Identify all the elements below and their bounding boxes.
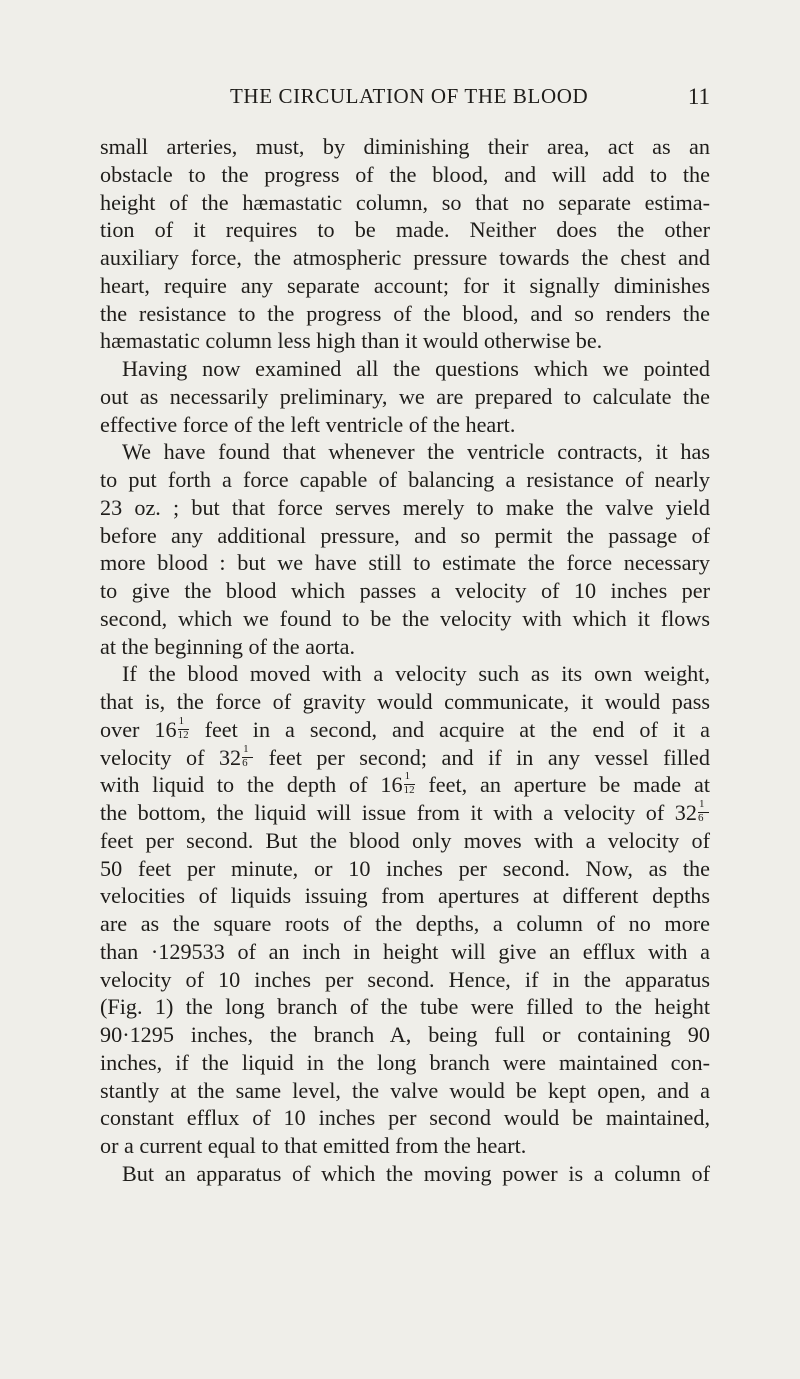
text-line: Having now examined all the questions which we pointed bbox=[122, 356, 710, 381]
fraction-denominator: 6 bbox=[698, 812, 704, 824]
line-text: with liquid to the depth of 16 bbox=[100, 772, 403, 798]
text-line: more blood : but we have still to estimate the force necessary bbox=[100, 550, 710, 576]
text-line: 90·1295 inches, the branch A, being full or containing 90 bbox=[100, 1022, 710, 1047]
text-line: small arteries, must, by diminishing their area, act as an bbox=[100, 134, 710, 159]
text-line: second, which we found to be the velocity with which it flows bbox=[100, 605, 710, 631]
fraction bbox=[403, 770, 416, 797]
line-text: the bottom, the liquid will issue from it with a velocity of 32 bbox=[100, 800, 697, 825]
text-line: 23 oz. ; but that force serves merely to make the valve yield bbox=[100, 494, 710, 520]
running-title: THE CIRCULATION OF THE BLOOD bbox=[230, 84, 589, 108]
text-line: effective force of the left ventricle of the heart. bbox=[100, 411, 516, 437]
fraction-denominator: 6 bbox=[242, 756, 248, 769]
text-line: If the blood moved with a velocity such as its own weight, bbox=[122, 661, 710, 687]
page-number: 11 bbox=[687, 84, 710, 109]
text-line: constant efflux of 10 inches per second would be maintained, bbox=[100, 1105, 710, 1131]
text-line: velocity of 10 inches per second. Hence, if in the apparatus bbox=[100, 966, 710, 992]
fraction bbox=[177, 714, 190, 741]
text-line-fraction bbox=[100, 771, 710, 799]
text-line: feet per second. But the blood only moves with a velocity of bbox=[100, 827, 710, 853]
text-line-fraction bbox=[100, 744, 710, 772]
text-line: We have found that whenever the ventricle contracts, it has bbox=[122, 439, 710, 465]
text-line: (Fig. 1) the long branch of the tube were filled to the height bbox=[100, 994, 710, 1020]
fraction-numerator: 1 bbox=[404, 770, 411, 783]
fraction-denominator: 12 bbox=[403, 784, 415, 797]
fraction-numerator: 1 bbox=[699, 798, 705, 810]
text-line-fraction bbox=[100, 716, 710, 744]
running-head bbox=[100, 84, 710, 112]
text-line: inches, if the liquid in the long branch were maintained con- bbox=[100, 1049, 710, 1075]
fraction-numerator: 1 bbox=[178, 714, 185, 727]
text-line: height of the hæmastatic column, so that no separate estima- bbox=[100, 189, 710, 215]
text-line: at the beginning of the aorta. bbox=[100, 633, 356, 659]
line-text: velocity of 32 bbox=[100, 744, 242, 770]
fraction-denominator: 12 bbox=[177, 728, 189, 741]
line-text: feet per second; and if in any vessel filled bbox=[254, 744, 710, 770]
text-line: to give the blood which passes a velocity of 10 inches per bbox=[100, 578, 710, 603]
text-line: velocities of liquids issuing from apertures at different depths bbox=[100, 883, 710, 909]
text-line: are as the square roots of the depths, a column of no more bbox=[100, 911, 710, 936]
text-line: tion of it requires to be made. Neither does the other bbox=[100, 217, 710, 243]
text-line-fraction bbox=[100, 799, 710, 827]
text-line: hæmastatic column less high than it would otherwise be. bbox=[100, 328, 603, 354]
text-line: 50 feet per minute, or 10 inches per second. Now, as the bbox=[100, 855, 710, 881]
text-line: auxiliary force, the atmospheric pressure towards the chest and bbox=[100, 245, 710, 270]
text-line: the resistance to the progress of the blood, and so renders the bbox=[100, 300, 710, 326]
text-line: to put forth a force capable of balancing a resistance of nearly bbox=[100, 467, 710, 492]
body-text bbox=[100, 133, 710, 1188]
text-line: obstacle to the progress of the blood, and will add to the bbox=[100, 161, 710, 187]
text-line: out as necessarily preliminary, we are prepared to calculate the bbox=[100, 383, 710, 409]
text-line: than ·129533 of an inch in height will give an efflux with a bbox=[100, 938, 710, 964]
text-line: But an apparatus of which the moving power is a column of bbox=[122, 1160, 710, 1186]
fraction-numerator: 1 bbox=[243, 742, 249, 755]
text-line: heart, require any separate account; for it signally diminishes bbox=[100, 272, 710, 298]
text-line: stantly at the same level, the valve would be kept open, and a bbox=[100, 1077, 710, 1103]
fraction bbox=[698, 798, 710, 824]
text-line: that is, the force of gravity would communicate, it would pass bbox=[100, 689, 710, 714]
line-text: feet, an aperture be made at bbox=[415, 772, 710, 798]
text-line: or a current equal to that emitted from the heart. bbox=[100, 1133, 527, 1158]
line-text: feet in a second, and acquire at the end of it a bbox=[189, 716, 710, 742]
line-text: over 16 bbox=[100, 716, 177, 742]
text-line: before any additional pressure, and so permit the passage of bbox=[100, 522, 710, 548]
fraction bbox=[242, 742, 254, 769]
